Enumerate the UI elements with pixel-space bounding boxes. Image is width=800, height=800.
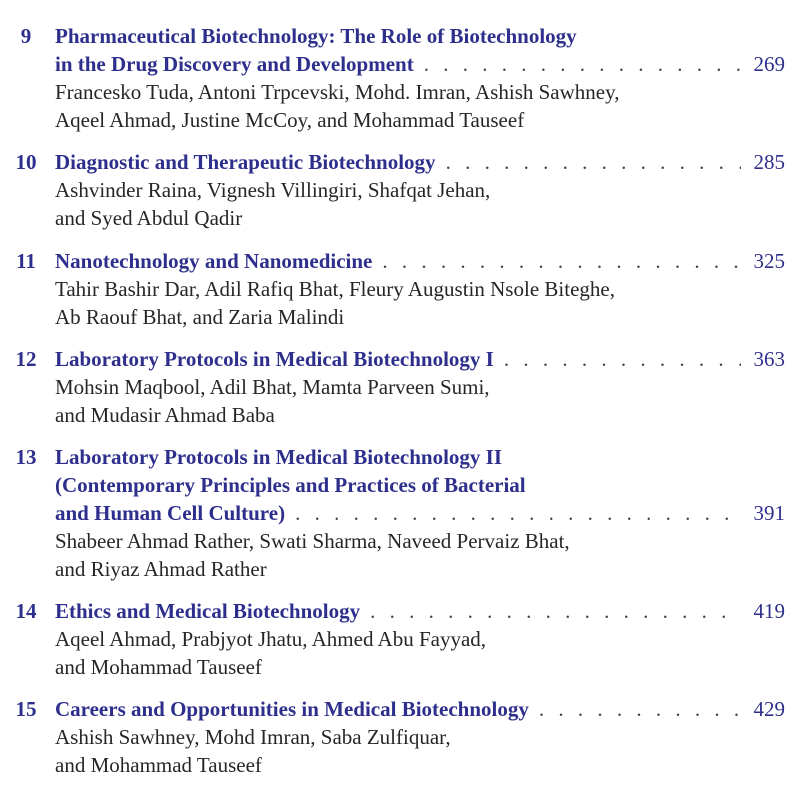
chapter-authors: and Mohammad Tauseef — [55, 753, 262, 777]
chapter-authors: and Mudasir Ahmad Baba — [55, 403, 275, 427]
dot-leader — [504, 345, 741, 373]
chapter-authors: and Mohammad Tauseef — [55, 655, 262, 679]
chapter-number: 15 — [15, 697, 37, 721]
page-number[interactable]: 391 — [753, 501, 785, 525]
chapter-number: 11 — [16, 249, 36, 273]
chapter-title[interactable]: (Contemporary Principles and Practices of Bacterial — [55, 473, 526, 497]
chapter-title[interactable]: Careers and Opportunities in Medical Biotechnology — [55, 697, 529, 721]
dot-leader — [295, 499, 741, 527]
dot-leader — [382, 247, 741, 275]
dot-leader — [446, 148, 741, 176]
chapter-title[interactable]: and Human Cell Culture) — [55, 501, 286, 525]
chapter-authors: Ashish Sawhney, Mohd Imran, Saba Zulfiquar, — [55, 725, 451, 749]
chapter-number: 13 — [15, 445, 37, 469]
chapter-title[interactable]: in the Drug Discovery and Development — [55, 52, 414, 76]
chapter-authors: Ashvinder Raina, Vignesh Villingiri, Shafqat Jehan, — [55, 178, 491, 202]
chapter-number: 9 — [20, 24, 32, 48]
dot-leader — [539, 695, 741, 723]
dot-leader — [370, 597, 741, 625]
chapter-authors: Shabeer Ahmad Rather, Swati Sharma, Naveed Pervaiz Bhat, — [55, 529, 570, 553]
chapter-title[interactable]: Nanotechnology and Nanomedicine — [55, 249, 373, 273]
chapter-authors: Ab Raouf Bhat, and Zaria Malindi — [55, 305, 345, 329]
chapter-authors: and Syed Abdul Qadir — [55, 206, 243, 230]
chapter-authors: Aqeel Ahmad, Prabjyot Jhatu, Ahmed Abu Fayyad, — [55, 627, 487, 651]
dot-leader — [424, 50, 741, 78]
page-number[interactable]: 429 — [753, 697, 785, 721]
page-number[interactable]: 325 — [753, 249, 785, 273]
page-number[interactable]: 285 — [753, 150, 785, 174]
chapter-authors: and Riyaz Ahmad Rather — [55, 557, 267, 581]
chapter-number: 10 — [15, 150, 37, 174]
chapter-number: 14 — [15, 599, 37, 623]
chapter-authors: Mohsin Maqbool, Adil Bhat, Mamta Parveen Sumi, — [55, 375, 490, 399]
chapter-number: 12 — [15, 347, 37, 371]
chapter-title[interactable]: Diagnostic and Therapeutic Biotechnology — [55, 150, 436, 174]
page-number[interactable]: 419 — [753, 599, 785, 623]
chapter-title[interactable]: Ethics and Medical Biotechnology — [55, 599, 361, 623]
chapter-title[interactable]: Pharmaceutical Biotechnology: The Role of Biotechnology — [55, 24, 577, 48]
page-number[interactable]: 269 — [753, 52, 785, 76]
chapter-authors: Tahir Bashir Dar, Adil Rafiq Bhat, Fleury Augustin Nsole Biteghe, — [55, 277, 615, 301]
page-number[interactable]: 363 — [753, 347, 785, 371]
chapter-authors: Francesko Tuda, Antoni Trpcevski, Mohd. Imran, Ashish Sawhney, — [55, 80, 620, 104]
chapter-authors: Aqeel Ahmad, Justine McCoy, and Mohammad Tauseef — [55, 108, 525, 132]
chapter-title[interactable]: Laboratory Protocols in Medical Biotechnology II — [55, 445, 502, 469]
chapter-title[interactable]: Laboratory Protocols in Medical Biotechnology I — [55, 347, 494, 371]
